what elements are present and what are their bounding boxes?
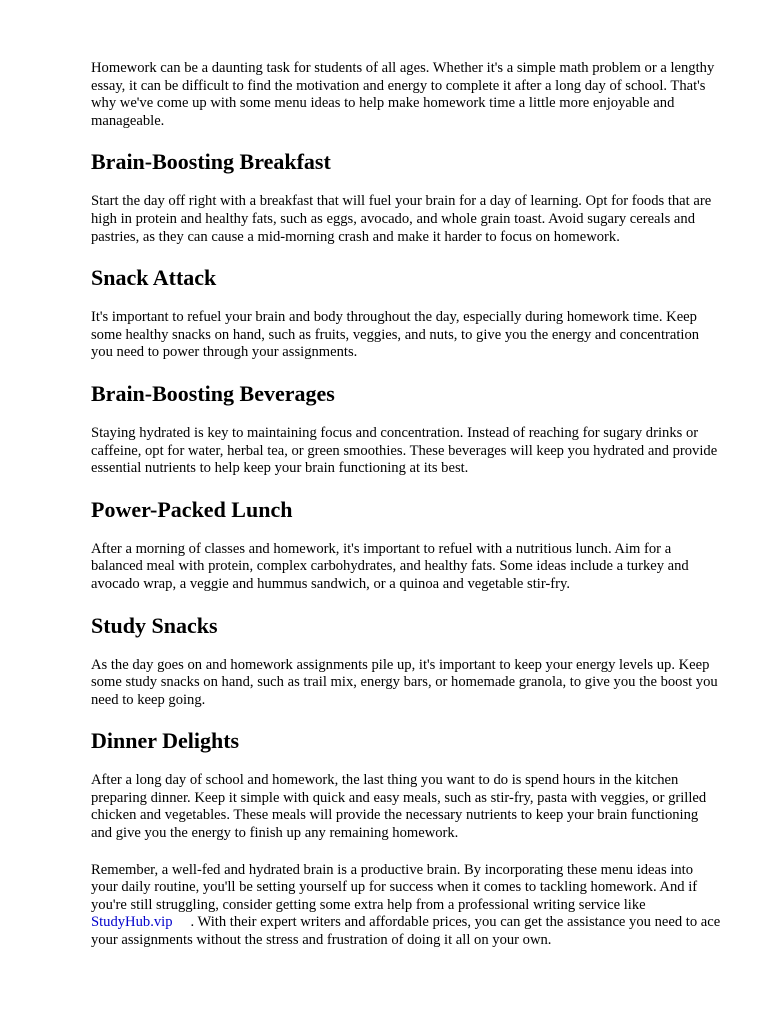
paragraph-study-snacks: As the day goes on and homework assignments pile up, it's important to keep your energy levels up. Keep some study snacks on hand, such as trail mix, energy bars, or homemade granola, to give you the boost you need to keep going. — [91, 656, 718, 708]
heading-power-packed-lunch: Power-Packed Lunch — [91, 496, 293, 522]
heading-snack-attack: Snack Attack — [91, 265, 217, 291]
paragraph-dinner: After a long day of school and homework, the last thing you want to do is spend hours in the kitchen preparing dinner. Keep it simple with quick and easy meals, such as stir-fry, pasta with veggies, or grilled chicken and vegetables. These meals will provide the necessary nutrients to keep your brain functioning and give you the energy to finish up any remaining homework. — [91, 772, 707, 842]
document-page — [91, 60, 721, 950]
closing-text-after-link: . With their expert writers and affordable prices, you can get the assistance you need to ace your assignments without the stress and frustration of doing it all on your own. — [91, 914, 721, 949]
paragraph-snack-attack: It's important to refuel your brain and body throughout the day, especially during homework time. Keep some healthy snacks on hand, such as fruits, veggies, and nuts, to give you the energy and concentration you need to power through your assignments. — [91, 309, 700, 361]
paragraph-breakfast: Start the day off right with a breakfast that will fuel your brain for a day of learning. Opt for foods that are high in protein and healthy fats, such as eggs, avocado, and whole grain toast. Avoid sugary cereals and pastries, as they can cause a mid-morning crash and make it harder to focus on homework. — [91, 193, 712, 245]
section-breakfast — [91, 149, 721, 246]
intro-paragraph: Homework can be a daunting task for students of all ages. Whether it's a simple math problem or a lengthy essay, it can be difficult to find the motivation and energy to complete it after a long day of school. That's why we've come up with some menu ideas to help make homework time a little more enjoyable and manageable. — [91, 60, 715, 129]
closing-text-before-link: Remember, a well-fed and hydrated brain is a productive brain. By incorporating these menu ideas into your daily routine, you'll be setting yourself up for success when it comes to tackling homework. And if you're still struggling, consider getting some extra help from a professional writing service like — [91, 861, 698, 913]
heading-study-snacks: Study Snacks — [91, 612, 218, 638]
section-study-snacks — [91, 613, 721, 710]
closing-paragraph — [91, 862, 721, 950]
section-beverages — [91, 381, 721, 478]
section-lunch — [91, 497, 721, 594]
section-snack-attack — [91, 265, 721, 362]
paragraph-beverages: Staying hydrated is key to maintaining focus and concentration. Instead of reaching for sugary drinks or caffeine, opt for water, herbal tea, or green smoothies. These beverages will keep you hydrated and provide essential nutrients to help keep your brain functioning at its best. — [91, 424, 718, 477]
heading-brain-boosting-beverages: Brain-Boosting Beverages — [91, 380, 335, 406]
heading-dinner-delights: Dinner Delights — [91, 728, 240, 754]
studyhub-link[interactable]: StudyHub.vip — [91, 914, 173, 931]
section-dinner — [91, 728, 721, 842]
paragraph-lunch: After a morning of classes and homework, it's important to refuel with a nutritious lunch. Aim for a balanced meal with protein, complex carbohydrates, and healthy fats. Some ideas include a turkey and avocado wrap, a veggie and hummus sandwich, or a quinoa and vegetable stir-fry. — [91, 540, 689, 592]
heading-brain-boosting-breakfast: Brain-Boosting Breakfast — [91, 149, 331, 175]
